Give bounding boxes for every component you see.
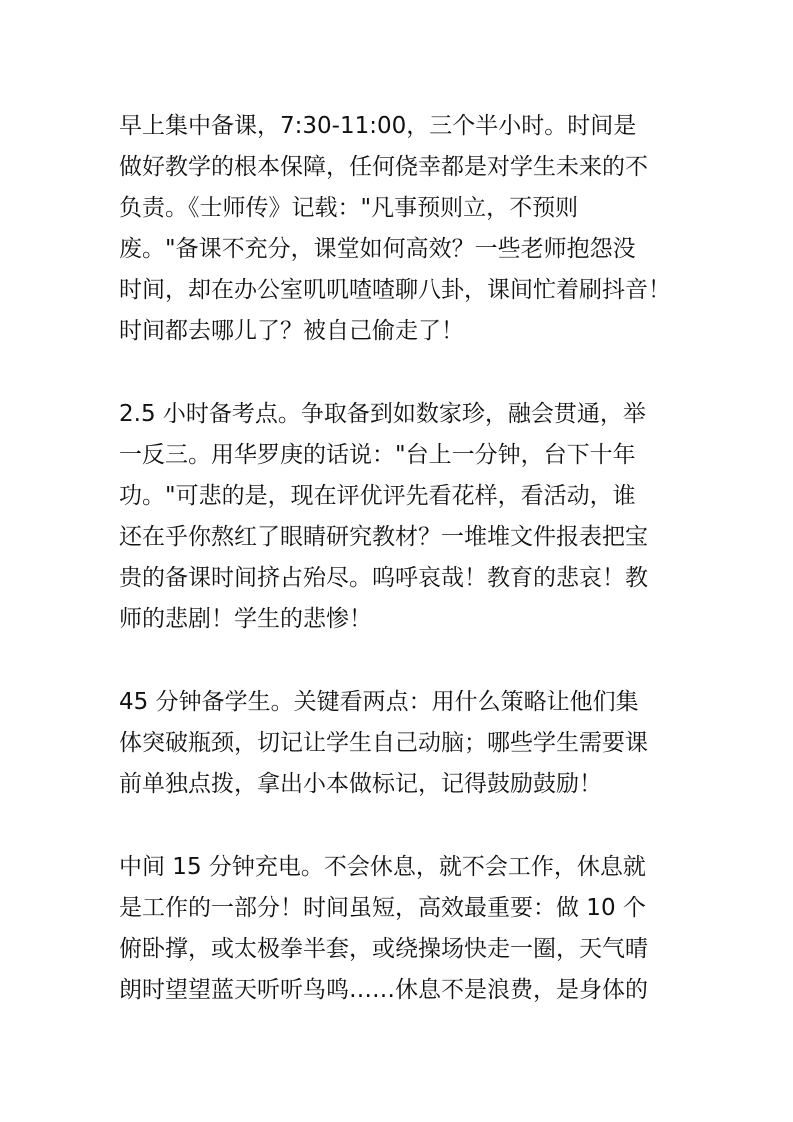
text-line: 还在乎你熬红了眼睛研究教材？一堆堆文件报表把宝 <box>119 524 648 550</box>
text-line: 中间 15 分钟充电。不会休息，就不会工作，休息就 <box>119 854 646 880</box>
paragraph-2 <box>119 394 685 640</box>
text-line: 时间，却在办公室叽叽喳喳聊八卦，课间忙着刷抖音！ <box>119 277 671 303</box>
text-line: 2.5 小时备考点。争取备到如数家珍，融会贯通，举 <box>119 401 646 427</box>
text-line: 早上集中备课，7:30-11:00，三个半小时。时间是 <box>119 113 637 139</box>
text-line: 功。"可悲的是，现在评优评先看花样，看活动，谁 <box>119 483 636 509</box>
text-line: 俯卧撑，或太极拳半套，或绕操场快走一圈，天气晴 <box>119 936 648 962</box>
paragraph-4 <box>119 847 685 1011</box>
text-line: 做好教学的根本保障，任何侥幸都是对学生未来的不 <box>119 154 648 180</box>
text-line: 负责。《士师传》记载："凡事预则立，不预则 <box>119 195 579 221</box>
document-body <box>119 106 685 1053</box>
paragraph-1 <box>119 106 685 352</box>
text-line: 贵的备课时间挤占殆尽。呜呼哀哉！教育的悲哀！教 <box>119 565 648 591</box>
text-line: 时间都去哪儿了？被自己偷走了！ <box>119 318 464 344</box>
text-line: 一反三。用华罗庚的话说："台上一分钟，台下十年 <box>119 442 636 468</box>
text-line: 45 分钟备学生。关键看两点：用什么策略让他们集 <box>119 689 639 715</box>
paragraph-3 <box>119 682 685 805</box>
text-line: 体突破瓶颈，切记让学生自己动脑；哪些学生需要课 <box>119 730 648 756</box>
text-line: 是工作的一部分！时间虽短，高效最重要：做 10 个 <box>119 895 646 921</box>
text-line: 朗时望望蓝天听听鸟鸣……休息不是浪费，是身体的 <box>119 977 648 1003</box>
text-line: 前单独点拨，拿出小本做标记，记得鼓励鼓励！ <box>119 771 602 797</box>
text-line: 师的悲剧！学生的悲惨！ <box>119 606 372 632</box>
text-line: 废。"备课不充分，课堂如何高效？一些老师抱怨没 <box>119 236 636 262</box>
